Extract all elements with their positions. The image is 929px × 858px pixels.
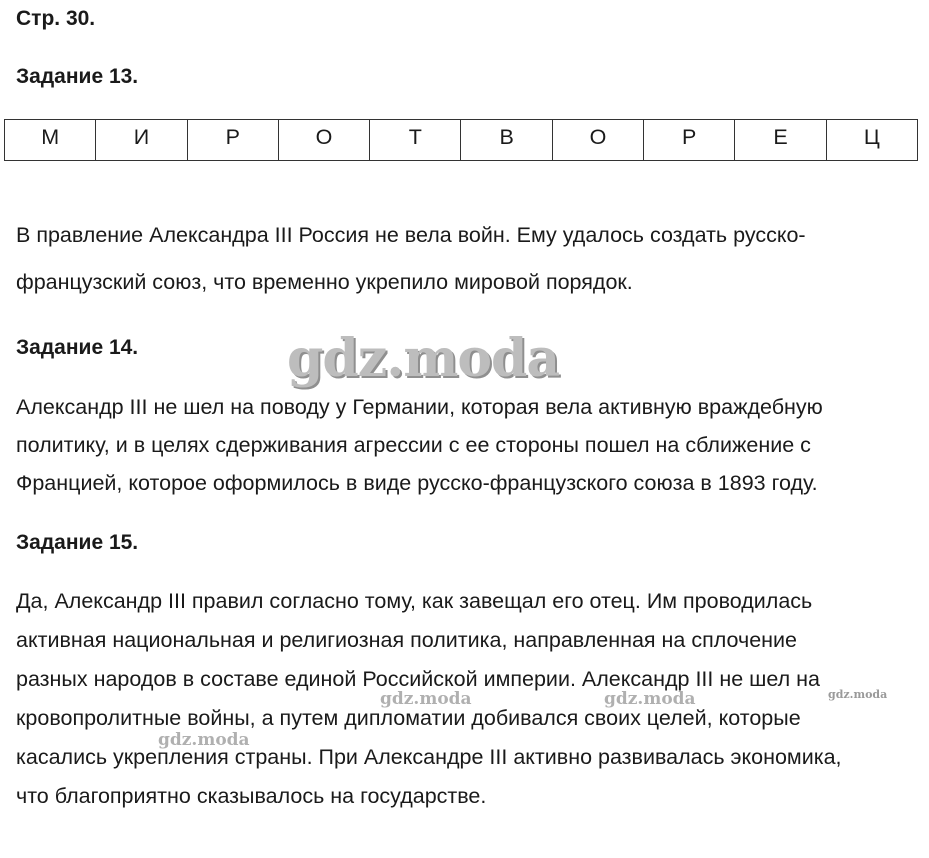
task-14-heading: Задание 14. <box>16 336 139 359</box>
text-line: активная национальная и религиозная политика, направленная на сплочение <box>16 628 798 652</box>
crossword-row <box>5 120 918 161</box>
text-line: Да, Александр III правил согласно тому, как завещал его отец. Им проводилась <box>16 589 813 613</box>
watermark-small: gdz.moda <box>158 730 250 750</box>
text-line: В правление Александра III Россия не вела войн. Ему удалось создать русско- <box>16 223 806 247</box>
crossword-cell: Р <box>187 120 278 161</box>
text-line: политику, и в целях сдерживания агрессии с ее стороны пошел на сближение с <box>16 433 811 457</box>
text-line: Францией, которое оформилось в виде русско-французского союза в 1893 году. <box>16 471 818 495</box>
task-13-heading: Задание 13. <box>16 65 139 88</box>
watermark-logo: gdz.moda <box>287 328 560 389</box>
crossword-cell: О <box>278 120 369 161</box>
page-title: Стр. 30. <box>16 7 96 30</box>
crossword-cell: М <box>5 120 96 161</box>
text-line: касались укрепления страны. При Александре III активно развивалась экономика, <box>16 745 842 769</box>
crossword-cell: Ц <box>826 120 917 161</box>
crossword-cell: В <box>461 120 552 161</box>
crossword-answer-table <box>4 119 918 161</box>
text-line: Александр III не шел на поводу у Германии, которая вела активную враждебную <box>16 395 823 419</box>
text-line: французский союз, что временно укрепило мировой порядок. <box>16 270 633 294</box>
crossword-cell: Т <box>370 120 461 161</box>
crossword-cell: О <box>552 120 643 161</box>
crossword-cell: Е <box>735 120 826 161</box>
crossword-cell: Р <box>644 120 735 161</box>
watermark-small: gdz.moda <box>380 689 472 709</box>
task-15-heading: Задание 15. <box>16 531 139 554</box>
watermark-small: gdz.moda <box>604 689 696 709</box>
text-line: разных народов в составе единой Российской империи. Александр III не шел на <box>16 667 820 691</box>
text-line: кровопролитные войны, а путем дипломатии добивался своих целей, которые <box>16 706 801 730</box>
text-line: что благоприятно сказывалось на государстве. <box>16 784 487 808</box>
crossword-cell: И <box>96 120 187 161</box>
watermark-small: gdz.moda <box>828 688 888 701</box>
